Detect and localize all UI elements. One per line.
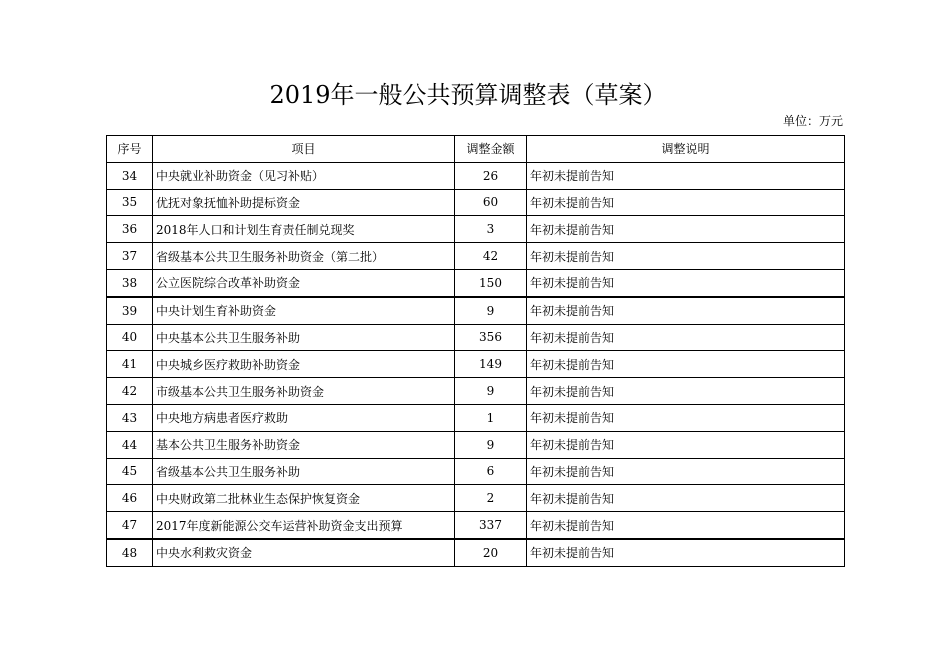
row-item: 公立医院综合改革补助资金 xyxy=(153,269,455,296)
row-note: 年初未提前告知 xyxy=(527,189,845,216)
row-amount: 6 xyxy=(455,458,527,485)
row-number: 42 xyxy=(107,378,153,405)
row-item: 市级基本公共卫生服务补助资金 xyxy=(153,378,455,405)
row-amount: 150 xyxy=(455,269,527,296)
row-number: 37 xyxy=(107,243,153,270)
row-item: 省级基本公共卫生服务补助资金（第二批） xyxy=(153,243,455,270)
row-amount: 3 xyxy=(455,216,527,243)
unit-label: 单位：万元 xyxy=(782,114,843,128)
row-note: 年初未提前告知 xyxy=(527,404,845,431)
row-number: 36 xyxy=(107,216,153,243)
row-note: 年初未提前告知 xyxy=(527,216,845,243)
row-note: 年初未提前告知 xyxy=(527,378,845,405)
row-item: 2018年人口和计划生育责任制兑现奖 xyxy=(153,216,455,243)
header-note: 调整说明 xyxy=(527,136,845,163)
row-note: 年初未提前告知 xyxy=(527,269,845,296)
row-amount: 60 xyxy=(455,189,527,216)
row-number: 39 xyxy=(107,297,153,324)
table-row xyxy=(107,485,845,512)
budget-table xyxy=(106,135,845,567)
row-note: 年初未提前告知 xyxy=(527,351,845,378)
row-amount: 337 xyxy=(455,512,527,539)
row-item: 中央城乡医疗救助补助资金 xyxy=(153,351,455,378)
row-number: 45 xyxy=(107,458,153,485)
row-item: 中央就业补助资金（见习补贴） xyxy=(153,162,455,189)
row-item: 中央水利救灾资金 xyxy=(153,539,455,566)
row-item: 中央计划生育补助资金 xyxy=(153,297,455,324)
table-row xyxy=(107,539,845,566)
table-row xyxy=(107,269,845,296)
row-note: 年初未提前告知 xyxy=(527,297,845,324)
row-number: 48 xyxy=(107,539,153,566)
row-number: 46 xyxy=(107,485,153,512)
row-amount: 356 xyxy=(455,324,527,351)
row-number: 34 xyxy=(107,162,153,189)
table-row xyxy=(107,431,845,458)
row-item: 基本公共卫生服务补助资金 xyxy=(153,431,455,458)
table-row xyxy=(107,297,845,324)
row-amount: 149 xyxy=(455,351,527,378)
row-note: 年初未提前告知 xyxy=(527,324,845,351)
row-item: 中央基本公共卫生服务补助 xyxy=(153,324,455,351)
table-row xyxy=(107,216,845,243)
row-amount: 1 xyxy=(455,404,527,431)
page-title: 2019年一般公共预算调整表（草案） xyxy=(269,81,667,109)
table-header-row xyxy=(107,136,845,163)
row-note: 年初未提前告知 xyxy=(527,162,845,189)
row-number: 35 xyxy=(107,189,153,216)
row-number: 43 xyxy=(107,404,153,431)
row-amount: 20 xyxy=(455,539,527,566)
table-row xyxy=(107,458,845,485)
row-number: 47 xyxy=(107,512,153,539)
table-row xyxy=(107,324,845,351)
row-number: 44 xyxy=(107,431,153,458)
row-note: 年初未提前告知 xyxy=(527,539,845,566)
row-amount: 9 xyxy=(455,378,527,405)
header-amount: 调整金额 xyxy=(455,136,527,163)
row-amount: 42 xyxy=(455,243,527,270)
row-item: 中央财政第二批林业生态保护恢复资金 xyxy=(153,485,455,512)
row-item: 2017年度新能源公交车运营补助资金支出预算 xyxy=(153,512,455,539)
row-amount: 26 xyxy=(455,162,527,189)
table-row xyxy=(107,378,845,405)
table-row xyxy=(107,162,845,189)
table-row xyxy=(107,351,845,378)
row-item: 中央地方病患者医疗救助 xyxy=(153,404,455,431)
row-note: 年初未提前告知 xyxy=(527,458,845,485)
row-number: 40 xyxy=(107,324,153,351)
row-item: 省级基本公共卫生服务补助 xyxy=(153,458,455,485)
row-number: 41 xyxy=(107,351,153,378)
row-note: 年初未提前告知 xyxy=(527,485,845,512)
header-item: 项目 xyxy=(153,136,455,163)
row-note: 年初未提前告知 xyxy=(527,431,845,458)
row-amount: 9 xyxy=(455,431,527,458)
table-row xyxy=(107,404,845,431)
row-note: 年初未提前告知 xyxy=(527,243,845,270)
row-amount: 9 xyxy=(455,297,527,324)
table-row xyxy=(107,243,845,270)
header-no: 序号 xyxy=(107,136,153,163)
table-row xyxy=(107,189,845,216)
row-note: 年初未提前告知 xyxy=(527,512,845,539)
table-row xyxy=(107,512,845,539)
row-number: 38 xyxy=(107,269,153,296)
row-amount: 2 xyxy=(455,485,527,512)
row-item: 优抚对象抚恤补助提标资金 xyxy=(153,189,455,216)
